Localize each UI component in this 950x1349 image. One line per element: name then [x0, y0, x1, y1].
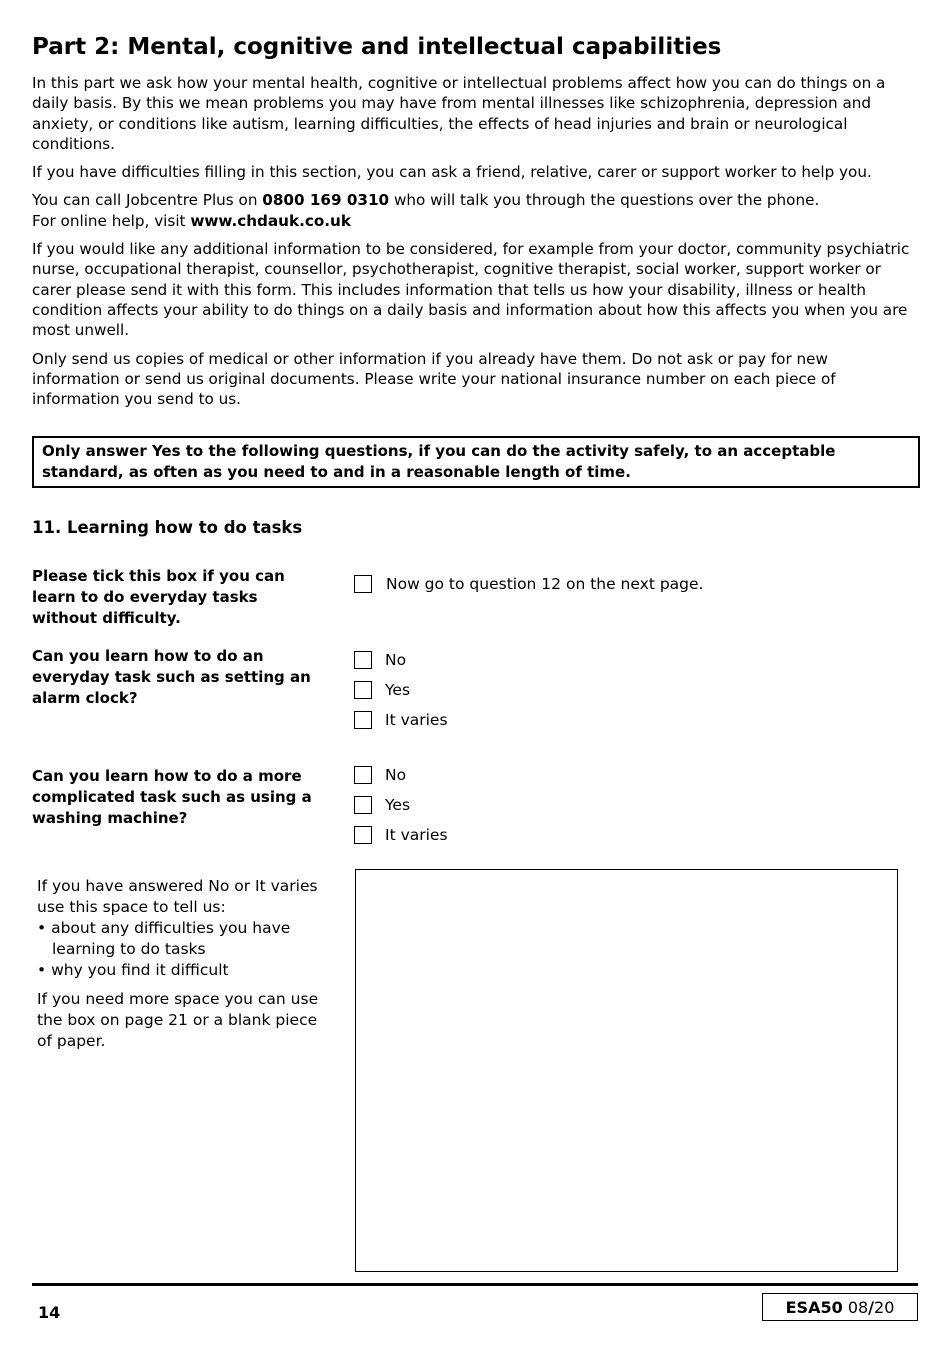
- option-label: No: [385, 651, 407, 669]
- question-washing-machine-label: Can you learn how to do a more complicated task such as using a washing machine?: [32, 767, 312, 827]
- option-label: It varies: [385, 826, 448, 844]
- washing-option-yes[interactable]: [354, 796, 410, 814]
- phone-number: 0800 169 0310: [262, 191, 390, 210]
- intro-paragraph-3: [32, 190, 912, 231]
- online-help-text: For online help, visit: [32, 211, 191, 230]
- option-label: Yes: [385, 681, 411, 699]
- intro-paragraph-1: In this part we ask how your mental health, cognitive or intellectual problems affect how you can do things on a daily basis. By this we mean problems you may have from mental illnesses like schizophrenia, depression and anxiety, or conditions like autism, learning difficulties, the effects of head injuries and brain or neurological conditions.: [32, 74, 886, 153]
- checkbox[interactable]: [354, 711, 372, 729]
- checkbox[interactable]: [354, 826, 372, 844]
- question-title: 11. Learning how to do tasks: [32, 518, 303, 537]
- answer-text-box[interactable]: [355, 869, 898, 1272]
- help-website: www.chdauk.co.uk: [190, 211, 351, 230]
- form-date-separator: /: [868, 1297, 875, 1317]
- tick-option-text: Now go to question 12 on the next page.: [386, 575, 704, 593]
- checkbox[interactable]: [354, 766, 372, 784]
- checkbox[interactable]: [354, 575, 372, 593]
- washing-option-varies[interactable]: [354, 826, 448, 844]
- option-label: Yes: [385, 796, 411, 814]
- checkbox[interactable]: [354, 651, 372, 669]
- alarm-option-varies[interactable]: [354, 711, 448, 729]
- alarm-option-yes[interactable]: [354, 681, 410, 699]
- washing-option-no[interactable]: [354, 766, 406, 784]
- help-more-space: If you need more space you can use the box on page 21 or a blank piece of paper.: [37, 990, 319, 1050]
- form-date-year: 20: [874, 1297, 895, 1317]
- footer-divider: [32, 1283, 918, 1286]
- phone-text-post: who will talk you through the questions over the phone.: [389, 191, 820, 210]
- checkbox[interactable]: [354, 681, 372, 699]
- help-bullet-2: • why you find it difficult: [37, 961, 229, 979]
- intro-paragraph-2: If you have difficulties filling in this section, you can ask a friend, relative, carer or support worker to help you.: [32, 163, 872, 182]
- intro-text: [32, 73, 912, 417]
- alarm-option-no[interactable]: [354, 651, 406, 669]
- question-alarm-clock-label: Can you learn how to do an everyday task such as setting an alarm clock?: [32, 647, 311, 707]
- tick-box-label: Please tick this box if you can learn to do everyday tasks without difficulty.: [32, 567, 285, 627]
- notice-box: Only answer Yes to the following questions, if you can do the activity safely, to an acceptable standard, as often as you need to and in a reasonable length of time.: [32, 436, 920, 488]
- intro-paragraph-4: If you would like any additional information to be considered, for example from your doctor, community psychiatric nurse, occupational therapist, counsellor, psychotherapist, cognitive therapist, social worker, support worker or carer please send it with this form. This includes information that tells us how your disability, illness or health condition affects your ability to do things on a daily basis and information about how this affects you when you are most unwell.: [32, 240, 910, 340]
- intro-paragraph-5: Only send us copies of medical or other information if you already have them. Do not ask or pay for new information or send us original documents. Please write your national insurance number on each piece of information you send to us.: [32, 349, 836, 409]
- form-date-month: 08: [847, 1297, 869, 1317]
- option-label: No: [385, 766, 407, 784]
- phone-text-pre: You can call Jobcentre Plus on: [32, 191, 263, 210]
- tick-no-difficulty-option[interactable]: [354, 575, 703, 593]
- help-intro: If you have answered No or It varies use this space to tell us:: [37, 877, 318, 916]
- page-number: 14: [38, 1303, 61, 1322]
- answer-instructions: [37, 876, 337, 1052]
- form-reference: [762, 1293, 918, 1321]
- help-bullet-1: • about any difficulties you have learning to do tasks: [37, 919, 291, 958]
- form-code: ESA50: [785, 1297, 843, 1317]
- option-label: It varies: [385, 711, 448, 729]
- checkbox[interactable]: [354, 796, 372, 814]
- page-title: Part 2: Mental, cognitive and intellectual capabilities: [32, 34, 722, 60]
